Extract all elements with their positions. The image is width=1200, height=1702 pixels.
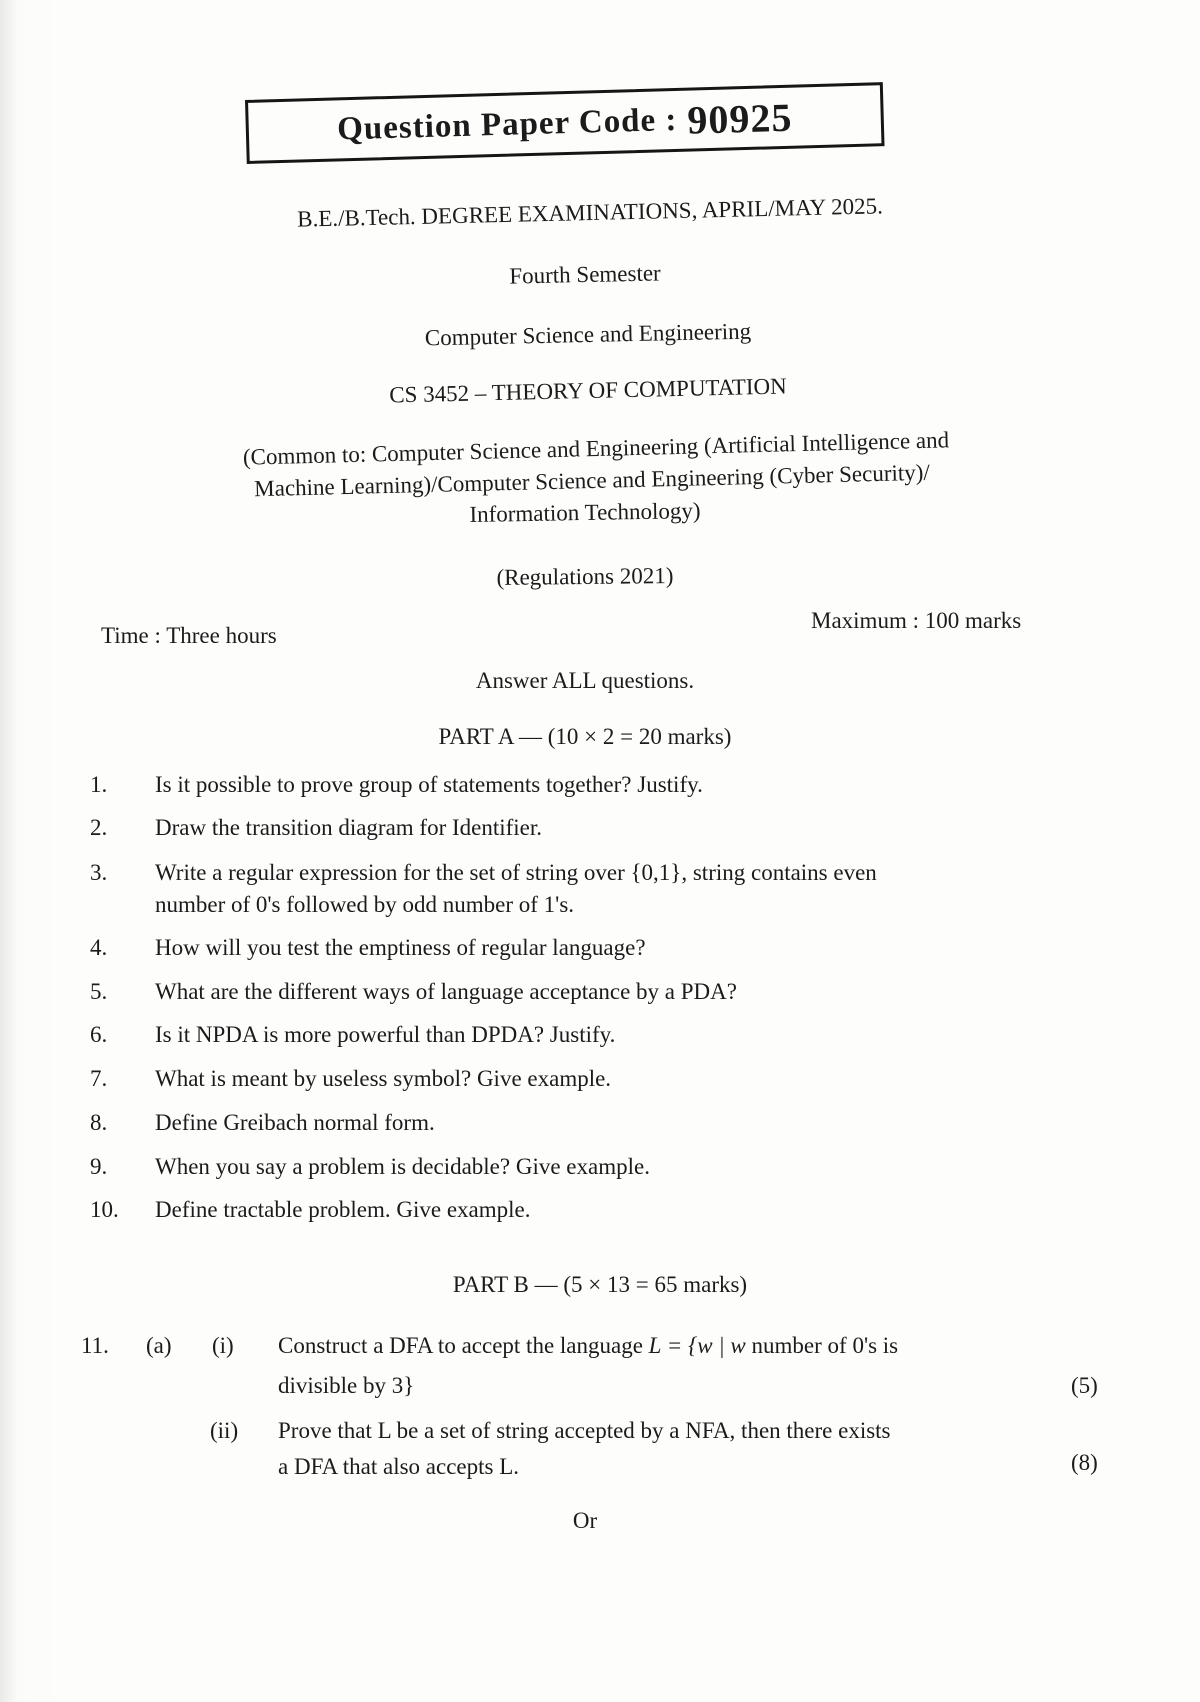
question-text: Is it NPDA is more powerful than DPDA? Justify. bbox=[155, 1022, 616, 1047]
part-a-title: PART A — (10 × 2 = 20 marks) bbox=[438, 724, 732, 749]
question-number: 4. bbox=[90, 935, 108, 960]
question-text: What is meant by useless symbol? Give example. bbox=[155, 1066, 612, 1091]
question-number: 2. bbox=[90, 815, 108, 840]
subquestion-label: (i) bbox=[212, 1333, 234, 1358]
code-number: 90925 bbox=[686, 94, 793, 143]
common-to-line-2: Machine Learning)/Computer Science and Engineering (Cyber Security)/ bbox=[253, 459, 931, 502]
common-to-line-1: (Common to: Computer Science and Engineering (Artificial Intelligence and bbox=[242, 427, 950, 470]
question-number: 11. bbox=[81, 1333, 109, 1358]
common-to-line-3: Information Technology) bbox=[469, 497, 701, 528]
subquestion-text bbox=[278, 1333, 898, 1359]
subquestion-marks: (8) bbox=[1071, 1450, 1098, 1475]
question-paper-code-box bbox=[245, 82, 885, 164]
subquestion-text-continued: divisible by 3} bbox=[278, 1373, 415, 1398]
question-text: How will you test the emptiness of regular language? bbox=[155, 935, 646, 960]
question-text: Define Greibach normal form. bbox=[155, 1110, 435, 1135]
subquestion-text: Prove that L be a set of string accepted by a NFA, then there exists bbox=[278, 1418, 891, 1443]
question-text: Draw the transition diagram for Identifier. bbox=[155, 815, 543, 840]
subquestion-marks: (5) bbox=[1071, 1373, 1098, 1398]
question-number: 6. bbox=[90, 1022, 108, 1047]
question-text: Is it possible to prove group of statements together? Justify. bbox=[155, 772, 703, 797]
language-definition: L = {w | w bbox=[648, 1333, 746, 1358]
semester: Fourth Semester bbox=[509, 260, 661, 289]
exam-title: B.E./B.Tech. DEGREE EXAMINATIONS, APRIL/MAY 2025. bbox=[296, 193, 884, 232]
regulations: (Regulations 2021) bbox=[496, 563, 674, 590]
question-number: 7. bbox=[90, 1066, 108, 1091]
question-text: Write a regular expression for the set of string over {0,1}, string contains even bbox=[155, 860, 877, 885]
question-number: 5. bbox=[90, 979, 108, 1004]
instruction: Answer ALL questions. bbox=[475, 668, 695, 693]
subquestion-text-part: number of 0's is bbox=[751, 1333, 899, 1358]
question-number: 8. bbox=[90, 1110, 108, 1135]
or-separator: Or bbox=[572, 1508, 598, 1533]
question-text-continued: number of 0's followed by odd number of 1's. bbox=[155, 892, 575, 917]
question-choice-label: (a) bbox=[146, 1333, 172, 1358]
department: Computer Science and Engineering bbox=[424, 318, 752, 351]
course-title: CS 3452 – THEORY OF COMPUTATION bbox=[388, 373, 787, 408]
question-text: When you say a problem is decidable? Give example. bbox=[155, 1154, 650, 1179]
question-text: Define tractable problem. Give example. bbox=[155, 1197, 531, 1222]
subquestion-text-part: Construct a DFA to accept the language bbox=[278, 1333, 643, 1358]
subquestion-label: (ii) bbox=[210, 1418, 239, 1443]
question-number: 9. bbox=[90, 1154, 108, 1179]
question-number: 3. bbox=[90, 860, 108, 885]
maximum-marks: Maximum : 100 marks bbox=[811, 608, 1022, 633]
question-text: What are the different ways of language acceptance by a PDA? bbox=[155, 979, 737, 1004]
question-number: 1. bbox=[90, 772, 108, 797]
part-b-title: PART B — (5 × 13 = 65 marks) bbox=[452, 1272, 748, 1297]
subquestion-text-continued: a DFA that also accepts L. bbox=[278, 1454, 520, 1479]
time-allowed: Time : Three hours bbox=[101, 623, 277, 648]
code-label: Question Paper Code : bbox=[336, 101, 678, 147]
question-number: 10. bbox=[90, 1197, 119, 1222]
